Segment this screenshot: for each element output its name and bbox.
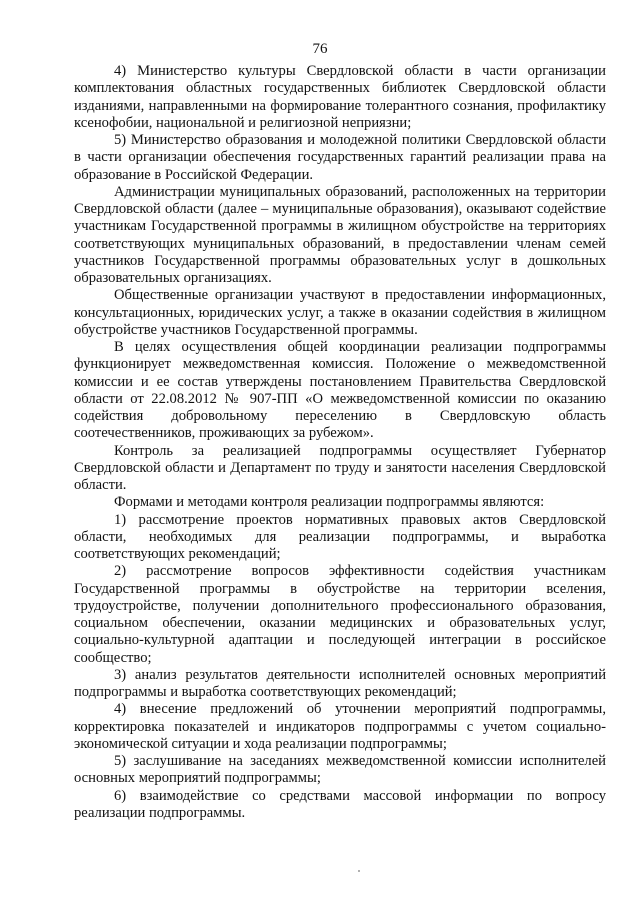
list-item-6: 6) взаимодействие со средствами массовой информации по вопросу реализации подпрограммы. (74, 787, 606, 821)
paragraph-interdepartmental-commission: В целях осуществления общей координации реализации подпрограммы функционирует межведомственная комиссия. Положение о межведомственной комиссии и ее состав утверждены постановлением Правительства Свердловской области от 22.08.2012 № 907-ПП «О межведомственной комиссии по оказанию содействия добровольному переселению в Свердловскую область соотечественников, проживающих за рубежом». (74, 339, 606, 442)
scan-speck (358, 870, 360, 872)
list-item-5: 5) заслушивание на заседаниях межведомственной комиссии исполнителей основных мероприятий подпрограммы; (74, 753, 606, 787)
paragraph-control-methods-intro: Формами и методами контроля реализации подпрограммы являются: (114, 494, 545, 511)
paragraph-control: Контроль за реализацией подпрограммы осуществляет Губернатор Свердловской области и Департамент по труду и занятости населения Свердловской области. (74, 442, 606, 493)
list-item-3: 3) анализ результатов деятельности исполнителей основных мероприятий подпрограммы и выработка соответствующих рекомендаций; (74, 666, 606, 700)
document-body (74, 63, 606, 822)
paragraph-municipal-administrations: Администрации муниципальных образований, расположенных на территории Свердловской области (далее – муниципальные образования), оказывают содействие участникам Государственной программы в жилищном обустройстве на территориях соответствующих муниципальных образований, в предоставлении членам семей участников Государственной программы образовательных услуг в дошкольных образовательных организациях. (74, 183, 606, 286)
paragraph-ministry-culture: 4) Министерство культуры Свердловской области в части организации комплектования областных государственных библиотек Свердловской области изданиями, направленными на формирование толерантного сознания, профилактику ксенофобии, национальной и религиозной неприязни; (74, 63, 606, 131)
list-item-4: 4) внесение предложений об уточнении мероприятий подпрограммы, корректировка показателей и индикаторов подпрограммы с учетом социально-экономической ситуации и хода реализации подпрограммы; (74, 701, 606, 752)
list-item-2: 2) рассмотрение вопросов эффективности содействия участникам Государственной программы в обустройстве на территории вселения, трудоустройстве, получении дополнительного профессионального образования, социальном обеспечении, оказании медицинских и образовательных услуг, социально-культурной адаптации и последующей интеграции в российское сообщество; (74, 563, 606, 666)
list-item-1: 1) рассмотрение проектов нормативных правовых актов Свердловской области, необходимых для реализации подпрограммы, и выработка соответствующих рекомендаций; (74, 511, 606, 562)
page-number: 76 (312, 41, 328, 57)
paragraph-ministry-education: 5) Министерство образования и молодежной политики Свердловской области в части организации обеспечения государственных гарантий реализации права на образование в Российской Федерации. (74, 132, 606, 183)
paragraph-public-organizations: Общественные организации участвуют в предоставлении информационных, консультационных, юридических услуг, а также в оказании содействия в жилищном обустройстве участников Государственной программы. (74, 287, 606, 338)
